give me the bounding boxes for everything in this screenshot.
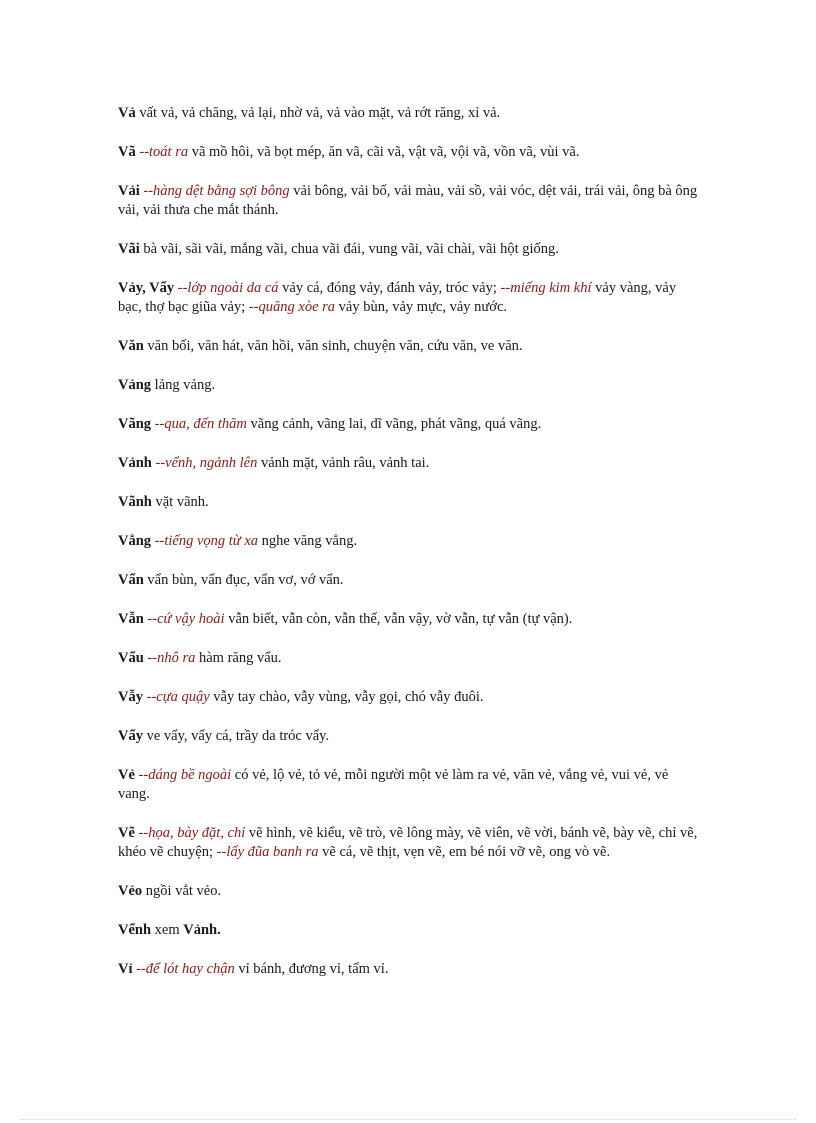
dictionary-entry xyxy=(118,882,698,901)
dictionary-entry xyxy=(118,688,698,707)
dictionary-entry xyxy=(118,143,698,162)
entry-definition: --vểnh, ngảnh lên xyxy=(155,455,258,471)
entry-headword: Vẻ xyxy=(118,767,135,783)
entry-headword: Vảnh xyxy=(118,455,152,471)
entry-definition: --dáng bề ngoài xyxy=(138,767,232,783)
entry-definition: --cứ vậy hoài xyxy=(147,611,225,627)
dictionary-entry xyxy=(118,376,698,395)
entry-text: vẽ cá, vẽ thịt, vẹn vẽ, em bé nói vỡ vẽ, ong vò vẽ. xyxy=(318,844,611,860)
entry-text: vỉ bánh, đương vỉ, tấm vỉ. xyxy=(234,961,389,977)
entry-definition: --cựa quậy xyxy=(146,689,210,705)
entry-definition: --qua, đến thăm xyxy=(154,416,247,432)
dictionary-entry xyxy=(118,493,698,512)
entry-headword: Vãnh xyxy=(118,494,152,510)
dictionary-entry xyxy=(118,279,698,317)
entry-headword: Vẩn xyxy=(118,572,144,588)
dictionary-entry xyxy=(118,415,698,434)
entry-headword: Vã xyxy=(118,144,136,160)
entry-headword: Vải xyxy=(118,183,140,199)
entry-text: hàm răng vẩu. xyxy=(195,650,282,666)
entry-text: vảnh mặt, vảnh râu, vảnh tai. xyxy=(257,455,430,471)
dictionary-entry xyxy=(118,532,698,551)
entry-text: ngồi vắt vẻo. xyxy=(142,883,222,899)
dictionary-entry xyxy=(118,649,698,668)
entry-headword: Vãng xyxy=(118,416,152,432)
dictionary-entry xyxy=(118,454,698,473)
entry-text: vẫy tay chào, vẫy vùng, vẫy gọi, chó vẫy đuôi. xyxy=(209,689,484,705)
entry-headword: Vãi xyxy=(118,241,140,257)
dictionary-entry xyxy=(118,104,698,123)
dictionary-entry xyxy=(118,610,698,629)
dictionary-entry xyxy=(118,571,698,590)
entry-definition: --tiếng vọng từ xa xyxy=(154,533,259,549)
entry-definition: --họa, bày đặt, chỉ xyxy=(138,825,246,841)
dictionary-entry xyxy=(118,921,698,940)
entry-text: có vẻ, lộ vẻ, tỏ vẻ, mỗi người một vẻ làm ra vẻ, văn vẻ, vắng vẻ, vui vẻ, vẻ vang. xyxy=(118,767,669,802)
entry-text: ve vẩy, vẩy cá, trầy da tróc vẩy. xyxy=(142,728,330,744)
entry-headword: Vảy, Vẩy xyxy=(118,280,175,296)
entry-text: vẩn bùn, vẩn đục, vẩn vơ, vớ vẩn. xyxy=(143,572,344,588)
entry-definition: --quăng xòe ra xyxy=(248,299,336,315)
entry-headword: Vẻo xyxy=(118,883,143,899)
entry-text: vải bông, vải bố, vải màu, vải sồ, vải vóc, dệt vải, trái vải, ông bà ông vải, vải thưa che mắt thánh. xyxy=(118,183,698,218)
entry-headword: Vỉ xyxy=(118,961,133,977)
dictionary-entry xyxy=(118,727,698,746)
entry-text: nghe văng vẳng. xyxy=(258,533,358,549)
dictionary-entry xyxy=(118,182,698,220)
entry-text: lảng vảng. xyxy=(151,377,216,393)
entry-text: vảy vàng, vảy bạc, thợ bạc giũa vảy; xyxy=(118,280,677,315)
entry-definition: --lớp ngoài da cá xyxy=(177,280,279,296)
entry-headword: Vểnh xyxy=(118,922,152,938)
entry-headword: Vảng xyxy=(118,377,152,393)
entry-definition: --toát ra xyxy=(139,144,189,160)
entry-headword: Vẫy xyxy=(118,689,143,705)
page-bottom-divider xyxy=(20,1119,796,1120)
dictionary-entry xyxy=(118,240,698,259)
entry-definition: --hàng dệt bằng sợi bông xyxy=(143,183,290,199)
entry-text: vẽ hình, vẽ kiểu, vẽ trò, vẽ lông mày, vẽ viên, vẽ vời, bánh vẽ, bày vẽ, chỉ vẽ, khéo vẽ chuyện; xyxy=(118,825,698,860)
dictionary-entries xyxy=(118,104,698,999)
entry-text: xem xyxy=(151,922,184,938)
entry-headword: Vẩy xyxy=(118,728,143,744)
entry-headword: Vẫn xyxy=(118,611,144,627)
entry-headword: Vẩu xyxy=(118,650,144,666)
dictionary-entry xyxy=(118,766,698,804)
entry-text: vặt vãnh. xyxy=(151,494,209,510)
entry-definition: --miếng kim khí xyxy=(500,280,592,296)
entry-text: vẫn biết, vẫn còn, vẫn thế, vẫn vậy, vờ vẫn, tự vẫn (tự vận). xyxy=(224,611,573,627)
entry-headword: Vả xyxy=(118,105,136,121)
dictionary-entry xyxy=(118,960,698,979)
entry-text: vã mồ hôi, vã bọt mép, ăn vã, cãi vã, vật vã, vội vã, vồn vã, vùi vã. xyxy=(188,144,580,160)
entry-headword: Vẽ xyxy=(118,825,135,841)
entry-headword: Văn xyxy=(118,338,144,354)
entry-definition: --để lót hay chận xyxy=(136,961,235,977)
entry-text: văn bối, văn hát, văn hồi, văn sinh, chuyện văn, cứu văn, ve văn. xyxy=(143,338,523,354)
entry-text: bà vãi, sãi vãi, mắng vãi, chua vãi đái, vung vãi, vãi chài, vãi hột giống. xyxy=(139,241,559,257)
entry-headword: Vẳng xyxy=(118,533,152,549)
entry-text: vảy bùn, vảy mực, vảy nước. xyxy=(335,299,508,315)
entry-headword: Vảnh. xyxy=(183,922,221,938)
entry-definition: --lấy đũa banh ra xyxy=(216,844,319,860)
dictionary-entry xyxy=(118,824,698,862)
entry-text: vãng cảnh, vãng lai, dĩ vãng, phát vãng, quá vãng. xyxy=(246,416,542,432)
entry-text: vảy cá, đóng vảy, đánh vảy, tróc vảy; xyxy=(278,280,501,296)
entry-definition: --nhô ra xyxy=(147,650,196,666)
entry-text: vất vả, vả chăng, vả lại, nhờ vả, vả vào mặt, vả rớt răng, xỉ vả. xyxy=(135,105,501,121)
dictionary-entry xyxy=(118,337,698,356)
